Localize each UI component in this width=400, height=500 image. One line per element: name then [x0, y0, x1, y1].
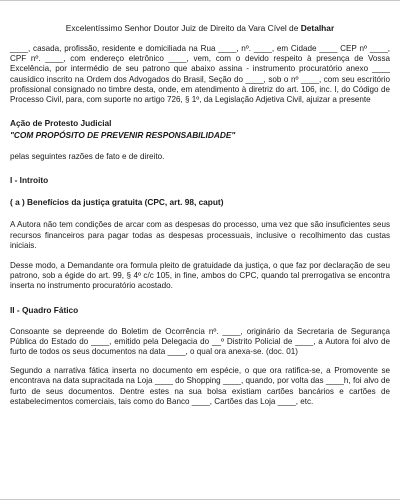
paragraph-police-report: Consoante se depreende do Boletim de Ocorrência nº. ____, originário da Secretaria de Segurança Pública do Estado do ____, emitido pela Delegacia do __º Distrito Policial de ____, a Autora foi alvo de furto de todos os seus documentos na data ____, o qual ora anexa-se. (doc. 01): [10, 326, 390, 357]
section-introito-title: I - Introito: [10, 175, 49, 186]
court-header: [10, 23, 390, 33]
subsection-justica-gratuita-title: ( a ) Benefícios da justiça gratuita (CPC, art. 98, caput): [10, 197, 224, 208]
action-title: Ação de Protesto Judicial: [10, 118, 112, 129]
court-header-location: Detalhar: [300, 23, 335, 33]
paragraph-gratuity-request: Desse modo, a Demandante ora formula pleito de gratuidade da justiça, o que faz por declaração de seu patrono, sob a égide do art. 99, § 4º c/c 105, in fine, ambos do CPC, quando tal prerrogativa se encontra inserta no instrumento procuratório acostado.: [10, 261, 390, 291]
intro-paragraph: ____, casada, profissão, residente e domiciliada na Rua ____, nº. ____, em Cidade ____ CEP nº ____, CPF nº. ____, com endereço eletrônico ____, vem, com o devido respeito à presença de Vossa Excelência, por intermédio de seu patrono que abaixo assina - instrumento procuratório anexo ____ causídico inscrito na Ordem dos Advogados do Brasil, Seção do ____, sob o nº ____, com seu escritório profissional consignado no timbre desta, onde, em atendimento à diretriz do art. 106, inc. I, do Código de Processo Civil, para, com suporte no artigo 726, § 1º, da Legislação Adjetiva Civil, ajuizar a presente: [10, 44, 390, 105]
top-divider: [0, 0, 400, 1]
paragraph-theft-narrative: Segundo a narrativa fática inserta no documento em espécie, o que ora ratifica-se, a Promovente se encontrava na data supracitada na Loja ____ do Shopping ____, quando, por volta das ____h, foi alvo de furto de seus documentos. Dentre estes na sua bolsa existiam cartões bancários e cartões de estabelecimentos comerciais, tais como do Banco ____, Cartões das Loja ____, etc.: [10, 366, 390, 406]
court-header-text: Excelentíssimo Senhor Doutor Juiz de Direito da Vara Cível de: [65, 23, 301, 33]
reasons-line: pelas seguintes razões de fato e de direito.: [10, 152, 165, 162]
purpose-statement: "COM PROPÓSITO DE PREVENIR RESPONSABILIDADE": [10, 130, 236, 141]
section-quadro-fatico-title: II - Quadro Fático: [10, 304, 79, 315]
paragraph-insufficient-funds: A Autora não tem condições de arcar com as despesas do processo, uma vez que são insuficientes seus recursos financeiros para pagar todas as despesas processuais, inclusive o recolhimento das custas iniciais.: [10, 220, 390, 250]
